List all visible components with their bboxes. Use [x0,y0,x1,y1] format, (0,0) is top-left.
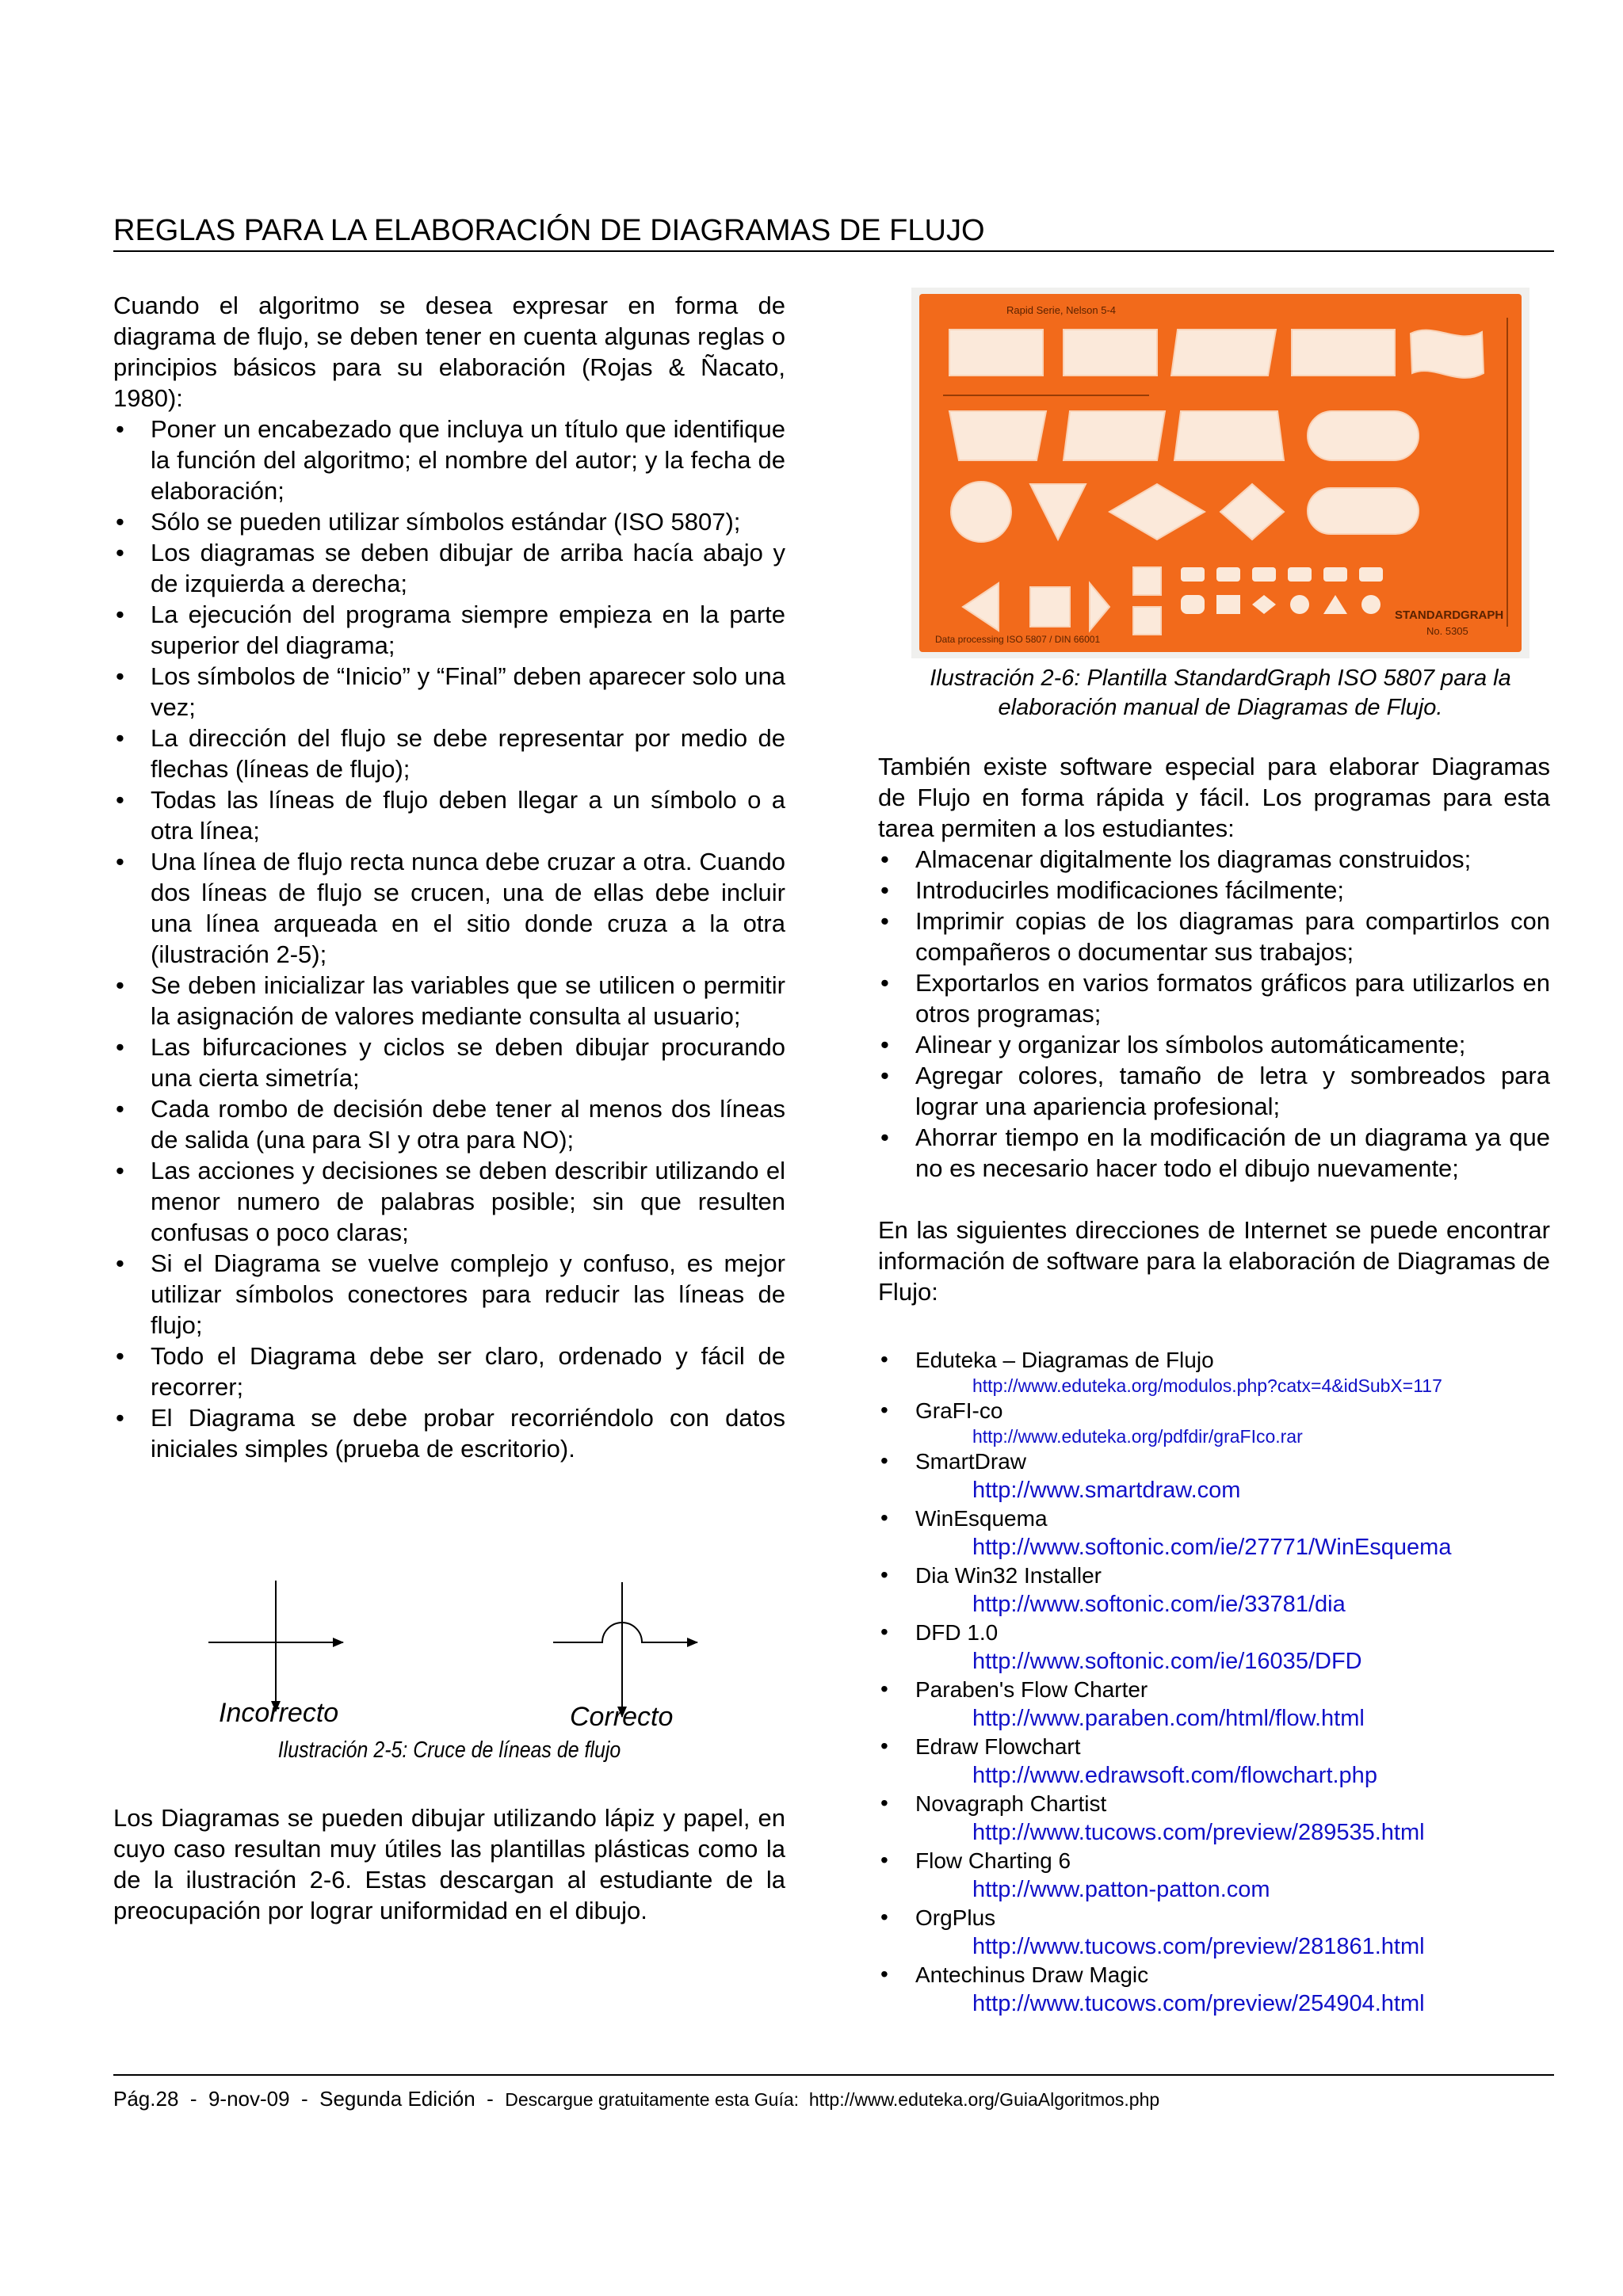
line-crossing-diagram [113,1573,785,1739]
footer-download-note: Descargue gratuitamente esta Guía: http://www.eduteka.org/GuiaAlgoritmos.php [505,2089,1160,2110]
rule-item: • El Diagrama se debe probar recorriéndolo con datos iniciales simples (prueba de escritorio). [113,1402,785,1464]
software-name: • SmartDraw [915,1449,1027,1474]
software-link[interactable]: http://www.softonic.com/ie/27771/WinEsquema [972,1535,1452,1560]
rule-item: • Las bifurcaciones y ciclos se deben dibujar procurando una cierta simetría; [113,1032,785,1093]
line-crossing-figure [113,1573,785,1771]
rule-item: • Se deben inicializar las variables que se utilicen o permitir la asignación de valores mediante consulta al usuario; [113,970,785,1032]
software-name: • Eduteka – Diagramas de Flujo [915,1348,1214,1372]
footer-divider [113,2074,1554,2076]
left-column [113,290,785,1464]
rules-list [113,414,785,1464]
benefit-item: • Imprimir copias de los diagramas para compartirlos con compañeros o documentar sus trabajos; [878,906,1550,967]
standardgraph-template-photo [911,288,1529,658]
software-name: • OrgPlus [915,1905,996,1930]
software-link[interactable]: http://www.tucows.com/preview/254904.html [972,1991,1425,2016]
benefits-list [878,844,1550,1184]
rule-item: • Las acciones y decisiones se deben describir utilizando el menor numero de palabras posible; sin que resulten confusas o poco claras; [113,1155,785,1248]
figure-2-6-caption: Ilustración 2-6: Plantilla StandardGraph ISO 5807 para la elaboración manual de Diagramas de Flujo. [930,666,1511,720]
template-brand-text: STANDARDGRAPH [1395,608,1504,622]
software-name: • Dia Win32 Installer [915,1563,1102,1588]
rule-item: • Los diagramas se deben dibujar de arriba hacía abajo y de izquierda a derecha; [113,537,785,599]
benefit-item: • Exportarlos en varios formatos gráficos para utilizarlos en otros programas; [878,967,1550,1029]
rule-item: • Los símbolos de “Inicio” y “Final” deben aparecer solo una vez; [113,661,785,723]
software-name: • Edraw Flowchart [915,1734,1081,1759]
software-list [878,1347,1575,2019]
software-name: • Antechinus Draw Magic [915,1962,1149,1987]
software-name: • DFD 1.0 [915,1620,999,1645]
rule-item: • La dirección del flujo se debe representar por medio de flechas (líneas de flujo); [113,723,785,784]
rule-item: • Todo el Diagrama debe ser claro, ordenado y fácil de recorrer; [113,1341,785,1402]
software-item [878,1733,1575,1791]
template-illustration [919,294,1522,652]
software-link[interactable]: http://www.tucows.com/preview/281861.html [972,1934,1425,1959]
software-intro: También existe software especial para elaborar Diagramas de Flujo en forma rápida y fácil. Los programas para esta tarea permiten a los estudiantes: [878,753,1550,842]
benefit-item: • Alinear y organizar los símbolos automáticamente; [878,1029,1550,1060]
software-link[interactable]: http://www.smartdraw.com [972,1478,1241,1503]
software-name: • Flow Charting 6 [915,1848,1071,1873]
rule-item: • Todas las líneas de flujo deben llegar a un símbolo o a otra línea; [113,784,785,846]
template-model-text: No. 5305 [1426,625,1468,637]
rules-intro: Cuando el algoritmo se desea expresar en forma de diagrama de flujo, se deben tener en cuenta algunas reglas o principios básicos para su elaboración (Rojas & Ñacato, 1980): [113,292,785,412]
rule-item: • Poner un encabezado que incluya un título que identifique la función del algoritmo; el nombre del autor; y la fecha de elaboración; [113,414,785,506]
software-link[interactable]: http://www.eduteka.org/modulos.php?catx=4&idSubX=117 [972,1375,1442,1396]
right-column [878,751,1550,1307]
benefit-item: • Almacenar digitalmente los diagramas construidos; [878,844,1550,875]
rule-item: • Una línea de flujo recta nunca debe cruzar a otra. Cuando dos líneas de flujo se crucen, una de ellas debe incluir una línea arqueada en el sitio donde cruza a la otra (ilustración 2-5); [113,846,785,970]
software-item [878,1962,1575,2019]
software-link[interactable]: http://www.paraben.com/html/flow.html [972,1706,1365,1731]
software-link[interactable]: http://www.tucows.com/preview/289535.html [972,1820,1425,1845]
software-link[interactable]: http://www.eduteka.org/pdfdir/graFIco.rar [972,1426,1303,1447]
page-title: REGLAS PARA LA ELABORACIÓN DE DIAGRAMAS DE FLUJO [113,212,1554,252]
software-item [878,1676,1575,1733]
software-link[interactable]: http://www.patton-patton.com [972,1877,1270,1902]
software-name: • WinEsquema [915,1506,1048,1531]
software-item [878,1848,1575,1905]
software-name: • Novagraph Chartist [915,1791,1107,1816]
software-link[interactable]: http://www.softonic.com/ie/33781/dia [972,1592,1346,1617]
software-name: • GraFI-co [915,1398,1003,1423]
software-item [878,1791,1575,1848]
software-links [878,1347,1575,2019]
software-item [878,1619,1575,1676]
software-link[interactable]: http://www.softonic.com/ie/16035/DFD [972,1649,1362,1674]
footer-page-info: Pág.28 - 9-nov-09 - Segunda Edición - [113,2087,506,2111]
rule-item: • Cada rombo de decisión debe tener al menos dos líneas de salida (una para SI y otra para NO); [113,1093,785,1155]
software-link[interactable]: http://www.edrawsoft.com/flowchart.php [972,1763,1377,1788]
software-item [878,1347,1575,1398]
software-item [878,1562,1575,1619]
figure-2-5-caption: Ilustración 2-5: Cruce de líneas de flujo [277,1737,621,1763]
rule-item: • La ejecución del programa siempre empieza en la parte superior del diagrama; [113,599,785,661]
template-footer-text: Data processing ISO 5807 / DIN 66001 [935,634,1101,645]
benefit-item: • Ahorrar tiempo en la modificación de un diagrama ya que no es necesario hacer todo el dibujo nuevamente; [878,1122,1550,1184]
links-intro: En las siguientes direcciones de Internet se puede encontrar información de software para la elaboración de Diagramas de Flujo: [878,1216,1550,1306]
software-item [878,1905,1575,1962]
incorrect-label: Incorrecto [219,1698,339,1728]
benefit-item: • Introducirles modificaciones fácilmente; [878,875,1550,906]
software-item [878,1398,1575,1448]
rule-item: • Si el Diagrama se vuelve complejo y confuso, es mejor utilizar símbolos conectores para reducir las líneas de flujo; [113,1248,785,1341]
templates-paragraph: Los Diagramas se pueden dibujar utilizando lápiz y papel, en cuyo caso resultan muy útiles las plantillas plásticas como la de la ilustración 2-6. Estas descargan al estudiante de la preocupación por lograr uniformidad en el dibujo. [113,1804,785,1924]
benefit-item: • Agregar colores, tamaño de letra y sombreados para lograr una apariencia profesional; [878,1060,1550,1122]
software-item [878,1448,1575,1505]
page-footer [113,2087,1159,2111]
software-item [878,1505,1575,1562]
rule-item: • Sólo se pueden utilizar símbolos estándar (ISO 5807); [113,506,785,537]
incorrect-crossing [208,1581,343,1711]
correct-crossing [553,1582,697,1717]
correct-label: Correcto [570,1702,674,1732]
software-name: • Paraben's Flow Charter [915,1677,1148,1702]
template-header-text: Rapid Serie, Nelson 5-4 [1006,304,1117,316]
